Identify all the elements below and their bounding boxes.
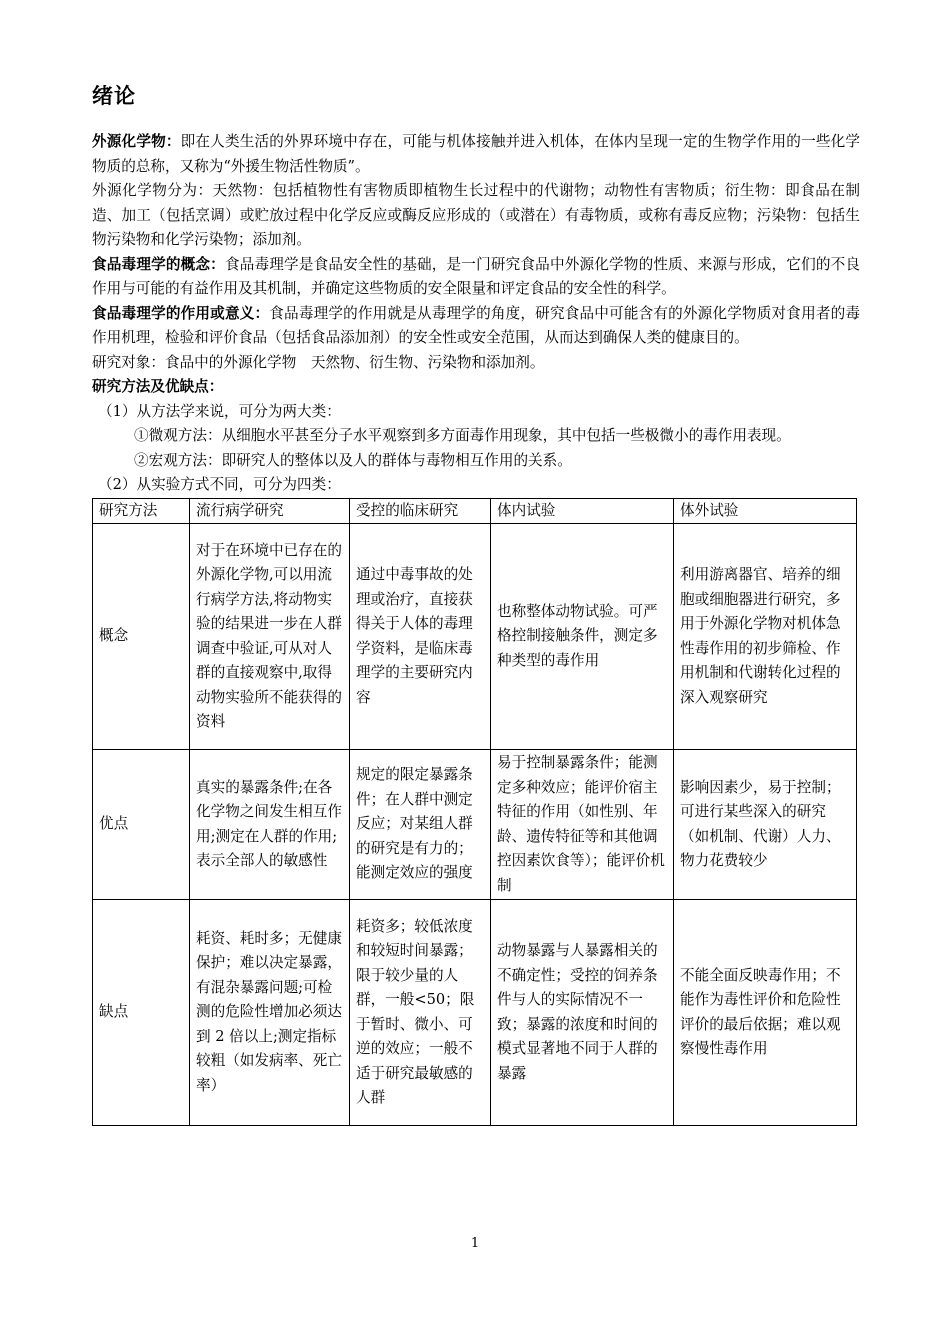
paragraph-method-2: （2）从实验方式不同，可分为四类：: [98, 476, 341, 493]
term-xenobiotics: 外源化学物：: [92, 133, 181, 150]
paragraph-xenobiotic-types: 外源化学物分为：天然物：包括植物性有害物质即植物生长过程中的代谢物；动物性有害物质；衍生物：即食品在制造、加工（包括烹调）或贮放过程中化学反应或酶反应形成的（或潜在）有毒物质，或称有毒反应物；污染物：包括生物污染物和化学污染物；添加剂。: [92, 182, 860, 248]
term-significance: 食品毒理学的作用或意义：: [92, 304, 270, 322]
table-header-cell: 流行病学研究: [190, 498, 350, 524]
paragraph-macro-method: ②宏观方法：即研究人的整体以及人的群体与毒物相互作用的关系。: [134, 451, 572, 469]
paragraph-concept: 食品毒理学的概念：食品毒理学是食品安全性的基础，是一门研究食品中外源化学物的性质、来源与形成，它们的不良作用与可能的有益作用及其机制，并确定这些物质的安全限量和评定食品的安全性的科学。: [92, 255, 860, 297]
paragraph-research-object: 研究对象：食品中的外源化学物 天然物、衍生物、污染物和添加剂。: [92, 353, 545, 371]
table-row: [93, 750, 857, 900]
table-row: [93, 900, 857, 1126]
table-cell: 耗资多；较低浓度和较短时间暴露；限于较少量的人群，一般<50；限于暂时、微小、可逆的效应；一般不适于研究最敏感的人群: [350, 900, 491, 1126]
table-header-cell: 体内试验: [491, 498, 674, 524]
term-methods: 研究方法及优缺点：: [92, 378, 224, 395]
page-title: 绪论: [92, 84, 136, 108]
row-label: 缺点: [93, 900, 190, 1126]
table-cell: 通过中毒事故的处理或治疗，直接获得关于人体的毒理学资料，是临床毒理学的主要研究内容: [350, 524, 491, 750]
table-cell: 对于在环境中已存在的外源化学物,可以用流行病学方法,将动物实验的结果进一步在人群调查中验证,可从对人群的直接观察中,取得动物实验所不能获得的资料: [190, 524, 350, 750]
table-cell: 不能全面反映毒作用；不能作为毒性评价和危险性评价的最后依据；难以观察慢性毒作用: [674, 900, 857, 1126]
document-page: [92, 80, 860, 1126]
paragraph-micro-method: ①微观方法：从细胞水平甚至分子水平观察到多方面毒作用现象，其中包括一些极微小的毒作用表现。: [134, 427, 791, 444]
table-row: [93, 524, 857, 750]
table-cell: 利用游离器官、培养的细胞或细胞器进行研究，多用于外源化学物对机体急性毒作用的初步筛检、作用机制和代谢转化过程的深入观察研究: [674, 524, 857, 750]
paragraph-xenobiotics: 外源化学物：即在人类生活的外界环境中存在，可能与机体接触并进入机体，在体内呈现一定的生物学作用的一些化学物质的总称，又称为“外援生物活性物质”。: [92, 133, 860, 175]
table-header-row: [93, 498, 857, 524]
table-cell: 耗资、耗时多；无健康保护；难以决定暴露，有混杂暴露问题;可检测的危险性增加必须达到 2 倍以上;测定指标较粗（如发病率、死亡率）: [190, 900, 350, 1126]
term-concept: 食品毒理学的概念：: [92, 255, 225, 273]
table-header-cell: 研究方法: [93, 498, 190, 524]
paragraph-methods-heading: [92, 375, 860, 400]
row-label: 概念: [93, 524, 190, 750]
table-cell: 也称整体动物试验。可严格控制接触条件，测定多种类型的毒作用: [491, 524, 674, 750]
table-header-cell: 体外试验: [674, 498, 857, 524]
table-cell: 真实的暴露条件;在各化学物之间发生相互作用;测定在人群的作用;表示全部人的敏感性: [190, 750, 350, 900]
methods-table: [92, 498, 857, 1127]
table-cell: 易于控制暴露条件；能测定多种效应；能评价宿主特征的作用（如性别、年龄、遗传特征等和其他调控因素饮食等）；能评价机制: [491, 750, 674, 900]
paragraph-significance: 食品毒理学的作用或意义：食品毒理学的作用就是从毒理学的角度，研究食品中可能含有的外源化学物质对食用者的毒作用机理，检验和评价食品（包括食品添加剂）的安全性或安全范围，从而达到确保人类的健康目的。: [92, 304, 860, 346]
page-number: 1: [470, 1236, 480, 1251]
table-cell: 动物暴露与人暴露相关的不确定性；受控的饲养条件与人的实际情况不一致；暴露的浓度和时间的模式显著地不同于人群的暴露: [491, 900, 674, 1126]
paragraph-method-1: （1）从方法学来说，可分为两大类：: [98, 402, 341, 420]
table-header-cell: 受控的临床研究: [350, 498, 491, 524]
row-label: 优点: [93, 750, 190, 900]
table-cell: 规定的限定暴露条件；在人群中测定反应；对某组人群的研究是有力的；能测定效应的强度: [350, 750, 491, 900]
table-cell: 影响因素少，易于控制；可进行某些深入的研究（如机制、代谢）人力、物力花费较少: [674, 750, 857, 900]
